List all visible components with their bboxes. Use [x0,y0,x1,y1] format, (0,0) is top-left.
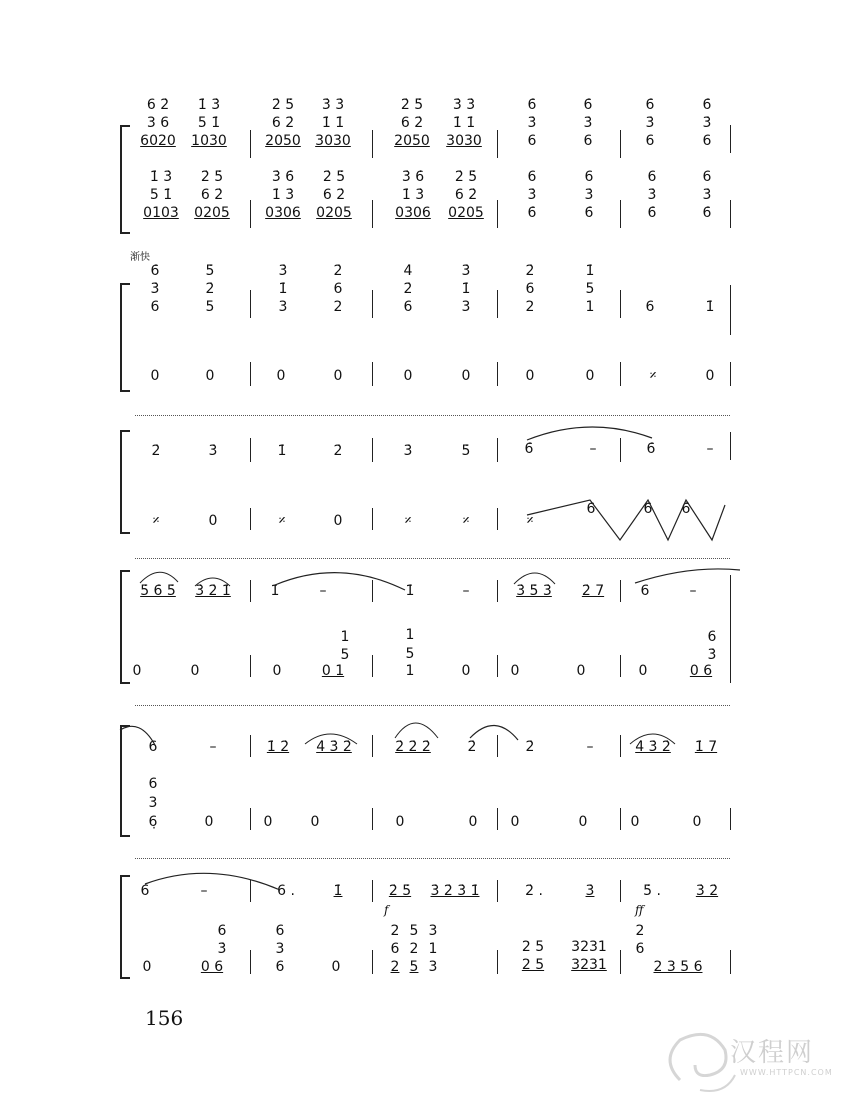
rest: 0 [510,814,520,830]
note-group: 0 6 [200,959,224,975]
rest: 0 [150,368,160,384]
barline [497,880,498,902]
note-column: 6̇ 3̇ 6 [702,97,712,149]
note-column: 6̇ 3̇ 6 [583,97,593,149]
note-group: 2̇ 5̇ [388,883,412,899]
barline [250,290,251,318]
barline [250,950,251,974]
note-column: 3̇ 6̇ 1̇ 3̇ 0306 [265,169,301,221]
chord-column: 2 6 [635,923,645,957]
note-column: 3̇ 1̇ 3 [278,263,288,315]
barline [497,290,498,318]
system-separator [135,558,730,559]
note-group: 5̇ 6̇ 5̇ [140,583,176,599]
note: 𝄎 [152,513,160,529]
barline [620,200,621,228]
tie [527,427,652,440]
note: 𝄎 [404,513,412,529]
barline [250,200,251,228]
chord-column: 5 2 5 [409,923,419,975]
rest: 𝄎 [649,368,657,384]
barline [730,285,731,335]
system-separator [135,415,730,416]
note: 1̇ [277,443,287,459]
rest: 0 [272,663,282,679]
note: 2̇ [151,443,161,459]
note: 1̇ [333,883,343,899]
rest: 0 [310,814,320,830]
note: 5̇ . [643,883,661,899]
note-column: 2̇ 5̇ 6 2̇ 0205 [194,169,230,221]
note-column: 6 3̇ 6̇ [647,169,657,221]
barline [497,735,498,757]
note-group: 0 1 [321,663,345,679]
note-group: 1̇ 7 [694,739,718,755]
barline [497,438,498,462]
note: 1̇ [270,583,280,599]
barline [372,735,373,757]
note: – [706,441,714,457]
barline [372,200,373,228]
barline [497,362,498,386]
chord-note: 3 [148,795,158,811]
note-column: 6̇ 3̇ 6 [527,97,537,149]
rest: 0 [638,663,648,679]
barline [250,130,251,158]
barline [730,362,731,386]
page-number: 156 [145,1006,184,1030]
barline [372,362,373,386]
note-column: 1̇ [705,299,715,315]
note: 1̇ [405,583,415,599]
barline [497,950,498,974]
note: 3̇ [585,883,595,899]
barline [620,580,621,602]
note: – [209,739,217,755]
tempo-marking: 渐快 [130,252,150,263]
note-column: 2̇ 6 2 [333,263,343,315]
note: – [200,883,208,899]
chord-column: 6 3̇ [217,923,227,957]
barline [372,880,373,902]
note-column: 6 2̇ 3 6 6020 [140,97,176,149]
rest: 0 [525,368,535,384]
note-column: 1̇ 5 1 [585,263,595,315]
chord-note: 1 [340,629,350,645]
chord-note: 1 [405,627,415,643]
note-column: 4̇ 2̇ 6 [403,263,413,315]
slur [395,723,438,738]
chord-column: 6 3 6 [275,923,285,975]
note: 𝄎 [278,513,286,529]
barline [372,438,373,462]
watermark-text: 汉程网 [730,1038,815,1068]
note: 6̇ [681,501,691,517]
note: 6̇ [524,441,534,457]
note-column: 2̇ 5̇ 6 2̇ 0205 [448,169,484,221]
note: – [589,441,597,457]
barline [497,200,498,228]
note: 6̇ [586,501,596,517]
system-separator [135,705,730,706]
barline [730,950,731,974]
note-column: 6 3̇ 6̇ [702,169,712,221]
note: – [586,739,594,755]
barline [372,808,373,830]
rest: 0 [132,663,142,679]
barline [250,880,251,902]
note-group: 3̇ 5̇ 3̇ [516,583,552,599]
rest: 0 [578,814,588,830]
note-group: 2̇ 2̇ 2̇ [395,739,431,755]
barline [730,432,731,460]
note: 6 . [277,883,295,899]
system-bracket [120,430,130,534]
rest: 0 [403,368,413,384]
barline [620,362,621,386]
note: 𝄎 [462,513,470,529]
rest: 0 [585,368,595,384]
rest: 0 [510,663,520,679]
note: 3̇ [208,443,218,459]
chord-note: 3̇ [707,647,717,663]
note-group: 3̇ 2̇ [695,883,719,899]
rest: 0 [333,513,343,529]
barline [250,655,251,677]
rest: 0 [205,368,215,384]
note: 2̇ . [525,883,543,899]
barline [620,290,621,318]
note: 2̇ [333,443,343,459]
note-column: 6 [645,299,655,315]
barline [250,580,251,602]
note-group: 0 6 [689,663,713,679]
barline [730,125,731,153]
rest: 0 [190,663,200,679]
chord-note: 6̣ [148,814,158,830]
note-column: 6̇ 3̇ 6 [150,263,160,315]
note: 1 [405,663,415,679]
rest: 0 [333,368,343,384]
note-group: 3̇ 2̇ 3̇ 1̇ [430,883,480,899]
note: 2̇ [467,739,477,755]
note-column: 6 3̇ 6̇ [584,169,594,221]
rest: 0 [276,368,286,384]
barline [730,808,731,830]
rest: 0 [208,513,218,529]
barline [372,580,373,602]
barline [620,880,621,902]
barline [372,655,373,677]
barline [497,580,498,602]
note: 6 [140,883,150,899]
barline [250,735,251,757]
rest: 0 [692,814,702,830]
barline [372,290,373,318]
note: 6 [148,739,158,755]
note-column: 6 3̇ 6̇ [527,169,537,221]
note-column: 1̇ 3̇ 5 1̇ 1030 [191,97,227,149]
note: 6̇ [646,441,656,457]
note-column: 2̇ 5̇ 6 2̇ 2050 [265,97,301,149]
system-bracket [120,725,130,837]
chord-note: 5 [405,646,415,662]
system-separator [135,858,730,859]
note: 6 [640,583,650,599]
note-group: 4̇ 3̇ 2̇ [316,739,352,755]
note-column: 2̇ 5̇ 6 2̇ 2050 [394,97,430,149]
note-column: 3̇ 6̇ 1̇ 3̇ 0306 [395,169,431,221]
rest: 0 [461,663,471,679]
rest: 0 [630,814,640,830]
barline [497,130,498,158]
note-group: 3231 3231 [571,939,607,973]
barline [620,735,621,757]
rest: 0 [331,959,341,975]
chord-note: 6 [148,776,158,792]
barline [620,438,621,462]
tie [635,569,740,583]
note: 𝄎 [526,513,534,529]
note-group: 2 5 2 5 [521,939,545,973]
rest: 0 [204,814,214,830]
barline [620,130,621,158]
note: 2̇ [525,739,535,755]
chord-note: 5 [340,647,350,663]
barline [497,508,498,530]
dynamic-marking: ff [635,903,644,917]
barline [372,130,373,158]
note-column: 5̇ 2̇ 5 [205,263,215,315]
barline [250,362,251,386]
note: 5̇ [461,443,471,459]
barline [250,438,251,462]
barline [250,508,251,530]
rest: 0 [576,663,586,679]
note-group: 4̇ 3̇ 2̇ [635,739,671,755]
note-column: 1̇ 3̇ 5 1̇ 0103 [143,169,179,221]
note-column: 3̇ 3̇ 1̇ 1̇ 3030 [315,97,351,149]
note-column: 2̇ 5̇ 6 2̇ 0205 [316,169,352,221]
rest: 0 [263,814,273,830]
rest: 0 [142,959,152,975]
note: – [689,583,697,599]
rest: 0 [468,814,478,830]
note-group: 3̇ 2̇ 1̇ [195,583,231,599]
note: 3̇ [403,443,413,459]
note-group: 2̇ 7 [581,583,605,599]
note: 6̇ [643,501,653,517]
note-group: 1̇ 2̇ [266,739,290,755]
barline [372,508,373,530]
system-bracket [120,283,130,392]
barline [372,950,373,974]
note-column: 3̇ 3̇ 1̇ 1̇ 3030 [446,97,482,149]
note: – [319,583,327,599]
rest: 0 [461,368,471,384]
dynamic-marking: f [384,903,389,917]
rest: 0 [395,814,405,830]
note-column: 3̇ 1̇ 3 [461,263,471,315]
note: – [462,583,470,599]
system-bracket [120,125,130,234]
rest: 0 [705,368,715,384]
chord-column: 2 6 2 [390,923,400,975]
note-group: 2 3 5 6 [653,959,703,975]
note-column: 2̇ 6 2 [525,263,535,315]
chord-note: 6 [707,629,717,645]
chord-column: 3 1 3 [428,923,438,975]
watermark-url: WWW.HTTPCN.COM [740,1068,833,1077]
barline [620,655,621,677]
note-column: 6̇ 3̇ 6 [645,97,655,149]
barline [730,200,731,228]
